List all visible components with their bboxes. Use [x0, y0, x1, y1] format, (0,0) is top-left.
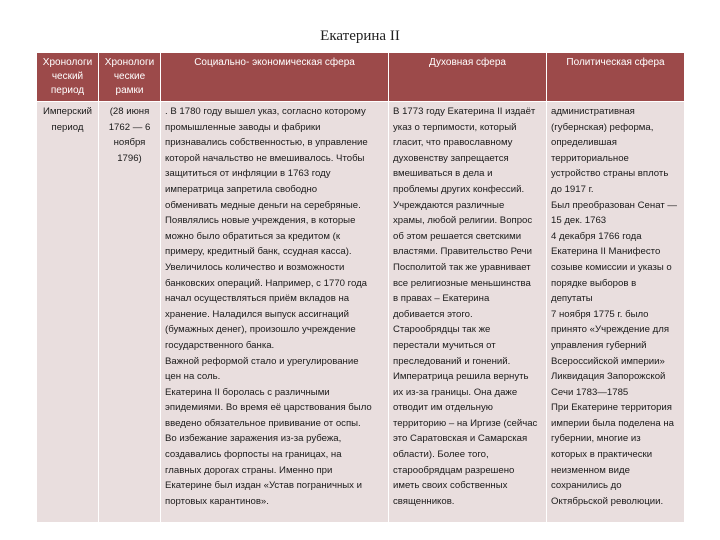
slide-title: Екатерина II — [320, 28, 400, 44]
header-political: Политическая сфера — [547, 53, 685, 102]
history-table — [36, 52, 685, 523]
header-spiritual: Духовная сфера — [389, 53, 547, 102]
cell-frames — [99, 102, 161, 523]
header-chronological-period: Хронологи ческий период — [37, 53, 99, 102]
table-header-row — [37, 53, 685, 102]
cell-political — [547, 102, 685, 523]
header-social-economic: Социально- экономическая сфера — [161, 53, 389, 102]
cell-frames-text: (28 июня 1762 — 6 ноября 1796) — [108, 106, 151, 164]
cell-social-economic-text: . В 1780 году вышел указ, согласно которому промышленные заводы и фабрики признавались собственностью, в управление которой начальство не вмешивалось. Чтобы защититься от инфляции в 1763 году императрица запретила свободно обменивать медные деньги на серебряные. Появлялись новые учреждения, в которые можно было обратиться за кредитом (к примеру, кредитный банк, ссудная касса). Увеличилось количество и возможности банковских операций. Например, с 1770 года начал осуществляться приём вкладов на хранение. Наладился выпуск ассигнаций (бумажных денег), произошло учреждение государственного банка. Важной реформой стало и урегулирование цен на соль. Екатерина II боролась с различными эпидемиями. Во время её царствования было введено обязательное прививание от оспы. Во избежание заражения из-за рубежа, создавались форпосты на границах, на главных дорогах страны. Именно при Екатерине был издан «Устав пограничных и портовых карантинов». — [165, 106, 372, 507]
cell-political-text: административная (губернская) реформа, определившая территориальное устройство страны вплоть до 1917 г. Был преобразован Сенат — 15 дек. 1763 4 декабря 1766 года Екатерина II Манифесто созыве комиссии и указы о порядке выборов в депутаты 7 ноября 1775 г. было принято «Учреждение для управления губерний Всероссийской империи» Ликвидация Запорожской Сечи 1783—1785 При Екатерине территория империи была поделена на губернии, многие из которых в практически неизменном виде сохранились до Октябрьской революции. — [551, 106, 677, 507]
cell-spiritual — [389, 102, 547, 523]
table-row — [37, 102, 685, 523]
header-chronological-frames: Хронологи ческие рамки — [99, 53, 161, 102]
cell-spiritual-text: В 1773 году Екатерина II издаёт указ о терпимости, который гласит, что православному духовенству запрещается вмешиваться в дела и проблемы других конфессий. Учреждаются различные храмы, любой религии. Вопрос об этом решается светскими властями. Правительство Речи Посполитой так же уравнивает все религиозные меньшинства в правах – Екатерина добивается этого. Старообрядцы так же перестали мучиться от преследований и гонений. Императрица решила вернуть их из-за границы. Она даже отводит им отдельную территорию – на Иргизе (сейчас это Саратовская и Самарская области). Более того, старообрядцам разрешено иметь своих собственных священников. — [393, 106, 538, 507]
cell-social-economic — [161, 102, 389, 523]
cell-period-text: Имперский период — [42, 106, 93, 133]
cell-period — [37, 102, 99, 523]
